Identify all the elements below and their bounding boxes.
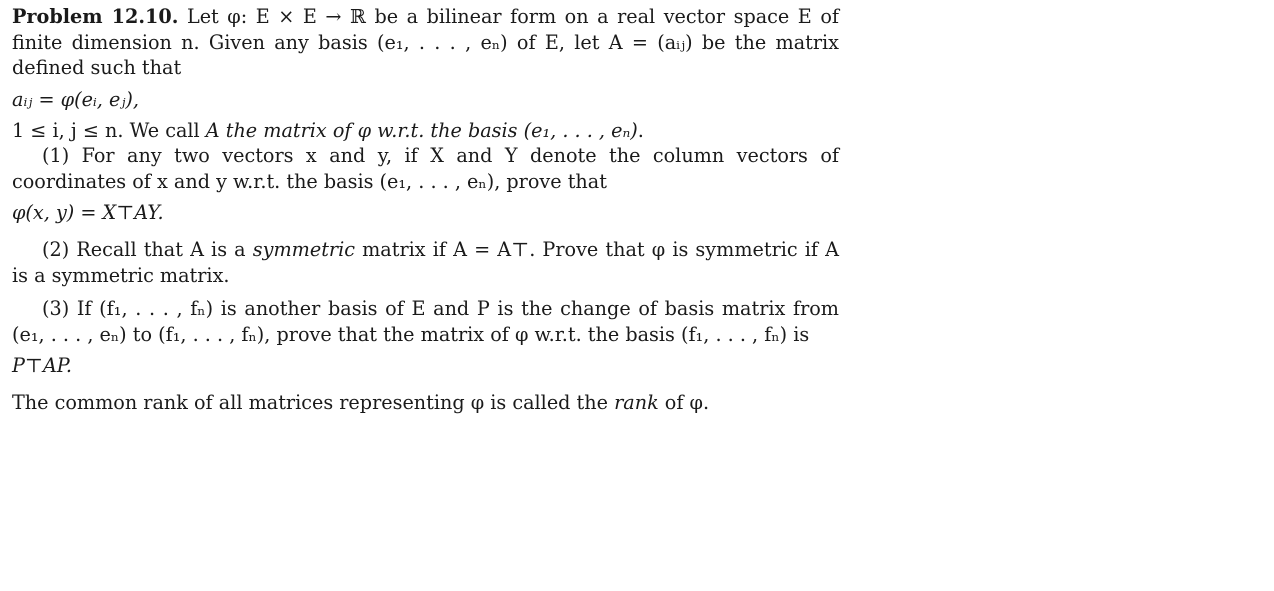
closing-end: of φ. <box>658 391 710 414</box>
index-range-text: 1 ≤ i, j ≤ n. We call <box>12 118 206 142</box>
matrix-definition-emphasis: A the matrix of φ w.r.t. the basis (e₁, . . . , eₙ) <box>205 118 638 142</box>
equation-bilinear-form: φ(x, y) = X⊤AY. <box>12 201 164 224</box>
problem-label: Problem 12.10. <box>12 5 179 28</box>
symmetric-term: symmetric <box>252 238 355 261</box>
matrix-definition <box>12 118 839 144</box>
closing-remark <box>12 390 839 416</box>
part-1: (1) For any two vectors x and y, if X and Y denote the column vectors of coordinates of x and y w.r.t. the basis (e₁, . . . , eₙ), prove that <box>12 144 839 193</box>
problem-statement: Let φ: E × E → ℝ be a bilinear form on a real vector space E of finite dimension n. Given any basis (e₁, . . . , eₙ) of E, let A = (aᵢⱼ) be the matrix defined such that <box>12 5 839 79</box>
problem-text <box>12 4 839 416</box>
problem-intro <box>12 4 839 81</box>
part-2-start: (2) Recall that A is a <box>42 238 253 261</box>
closing-start: The common rank of all matrices representing φ is called the <box>12 391 615 414</box>
part-2 <box>12 237 839 288</box>
matrix-definition-end: . <box>637 118 644 142</box>
part-3: (3) If (f₁, . . . , fₙ) is another basis of E and P is the change of basis matrix from (e₁, . . . , eₙ) to (f₁, . . . , fₙ), prove that the matrix of φ w.r.t. the basis (f₁, . . . , fₙ) is <box>12 297 839 346</box>
equation-change-of-basis: P⊤AP. <box>12 354 72 377</box>
rank-term: rank <box>614 391 659 414</box>
part-2-end: matrix if A = A⊤. Prove that φ is symmetric if A is a symmetric matrix. <box>12 238 839 287</box>
equation-matrix-entries: aᵢⱼ = φ(eᵢ, eⱼ), <box>12 87 139 111</box>
